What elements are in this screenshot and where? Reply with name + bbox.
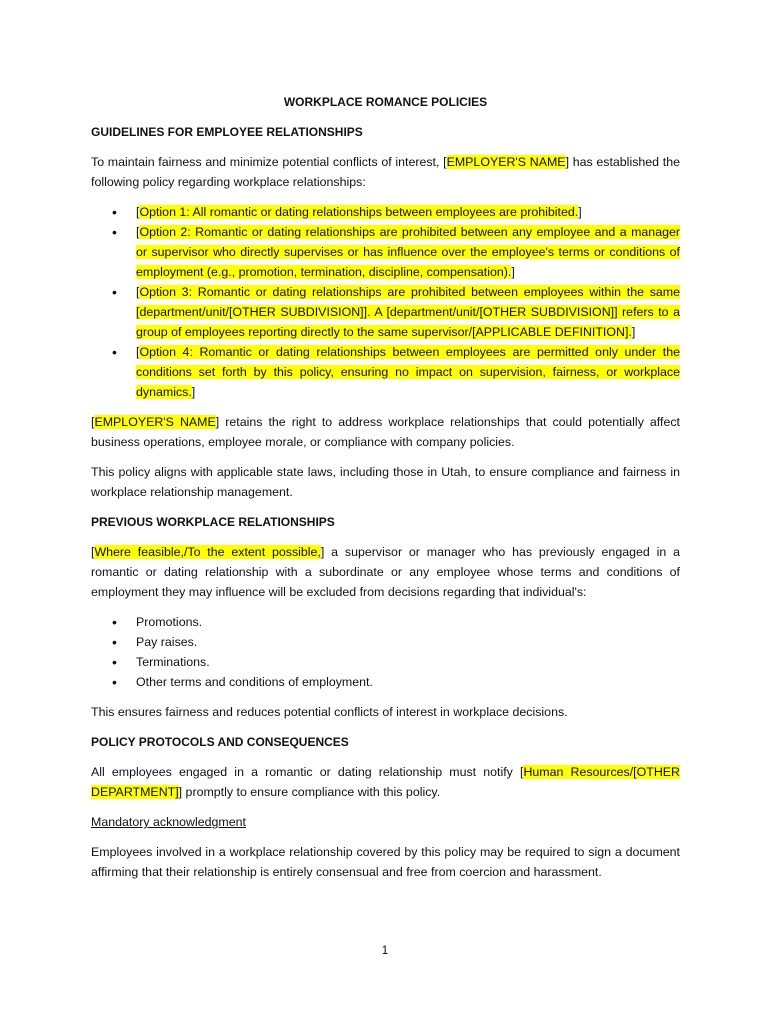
employer-name-placeholder: EMPLOYER'S NAME (446, 155, 566, 169)
page-number: 1 (381, 943, 389, 957)
section-heading-previous: PREVIOUS WORKPLACE RELATIONSHIPS (91, 515, 335, 529)
list-item: • Other terms and conditions of employment. (91, 672, 680, 692)
employer-rights-text: ] retains the right to address workplace relationships that could potentially affect business operations, employee morale, or compliance with company policies. (91, 415, 680, 449)
policy-option-4: • [Option 4: Romantic or dating relationships between employees are permitted only under the conditions set forth by this policy, ensuring no impact on supervision, fairness, or workplace dynamics.] (91, 342, 680, 402)
intro-text-post: ] has established the following policy regarding workplace relationships: (91, 155, 680, 189)
list-item: • Promotions. (91, 612, 680, 632)
department-placeholder: Human Resources/[OTHER DEPARTMENT] (91, 765, 680, 799)
list-item: • Pay raises. (91, 632, 680, 652)
notification-text-post: ] promptly to ensure compliance with this policy. (178, 785, 441, 799)
intro-paragraph (91, 152, 680, 192)
previous-relationships-text: ] a supervisor or manager who has previously engaged in a romantic or dating relationship with a subordinate or any employee whose terms and conditions of employment they may influence will be excluded from decisions regarding that individual's: (91, 545, 680, 599)
option-4-text: Option 4: Romantic or dating relationships between employees are permitted only under the conditions set forth by this policy, ensuring no impact on supervision, fairness, or workplace dynamics. (136, 345, 680, 399)
subheading-mandatory-acknowledgment: Mandatory acknowledgment (91, 815, 246, 829)
excluded-decisions-list (91, 612, 680, 692)
fairness-paragraph: This ensures fairness and reduces potential conflicts of interest in workplace decisions. (91, 705, 568, 719)
feasibility-placeholder: Where feasible,/To the extent possible, (94, 545, 321, 559)
notification-text-pre: All employees engaged in a romantic or dating relationship must notify [ (91, 765, 524, 779)
previous-relationships-paragraph: [Where feasible,/To the extent possible,] a supervisor or manager who has previously engaged in a romantic or dating relationship with a subordinate or any employee whose terms and conditions of employment they may influence will be excluded from decisions regarding that individual's: (91, 545, 680, 599)
policy-option-3: • [Option 3: Romantic or dating relationships are prohibited between employees within the same [department/unit/[OTHER SUBDIVISION]]. A [department/unit/[OTHER SUBDIVISION]] refers to a group of employees reporting directly to the same supervisor/[APPLICABLE DEFINITION].] (91, 282, 680, 342)
employer-rights-paragraph: [EMPLOYER'S NAME] retains the right to address workplace relationships that could potentially affect business operations, employee morale, or compliance with company policies. (91, 415, 680, 449)
policy-option-1: • [Option 1: All romantic or dating relationships between employees are prohibited.] (91, 202, 680, 222)
option-2-text: Option 2: Romantic or dating relationships are prohibited between any employee and a manager or supervisor who directly supervises or has influence over the employee's terms or conditions of employment (e.g., promotion, termination, discipline, compensation). (136, 225, 680, 279)
policy-options-list (91, 202, 680, 402)
option-3-text: Option 3: Romantic or dating relationships are prohibited between employees within the same [department/unit/[OTHER SUBDIVISION]]. A [department/unit/[OTHER SUBDIVISION]] refers to a group of employees reporting directly to the same supervisor/[APPLICABLE DEFINITION]. (136, 285, 680, 339)
intro-text-pre: To maintain fairness and minimize potential conflicts of interest, [ (91, 155, 447, 169)
document-title: WORKPLACE ROMANCE POLICIES (283, 95, 488, 109)
section-heading-protocols: POLICY PROTOCOLS AND CONSEQUENCES (91, 735, 349, 749)
list-item: • Terminations. (91, 652, 680, 672)
notification-paragraph (91, 762, 680, 802)
state-law-paragraph: This policy aligns with applicable state laws, including those in Utah, to ensure compliance and fairness in workplace relationship management. (91, 465, 680, 499)
acknowledgment-paragraph: Employees involved in a workplace relationship covered by this policy may be required to sign a document affirming that their relationship is entirely consensual and free from coercion and harassment. (91, 845, 680, 879)
policy-option-2: • [Option 2: Romantic or dating relationships are prohibited between any employee and a manager or supervisor who directly supervises or has influence over the employee's terms or conditions of employment (e.g., promotion, termination, discipline, compensation).] (91, 222, 680, 282)
option-1-text: Option 1: All romantic or dating relationships between employees are prohibited. (139, 205, 579, 219)
employer-name-placeholder-2: EMPLOYER'S NAME (94, 415, 216, 429)
section-heading-guidelines: GUIDELINES FOR EMPLOYEE RELATIONSHIPS (91, 125, 363, 139)
